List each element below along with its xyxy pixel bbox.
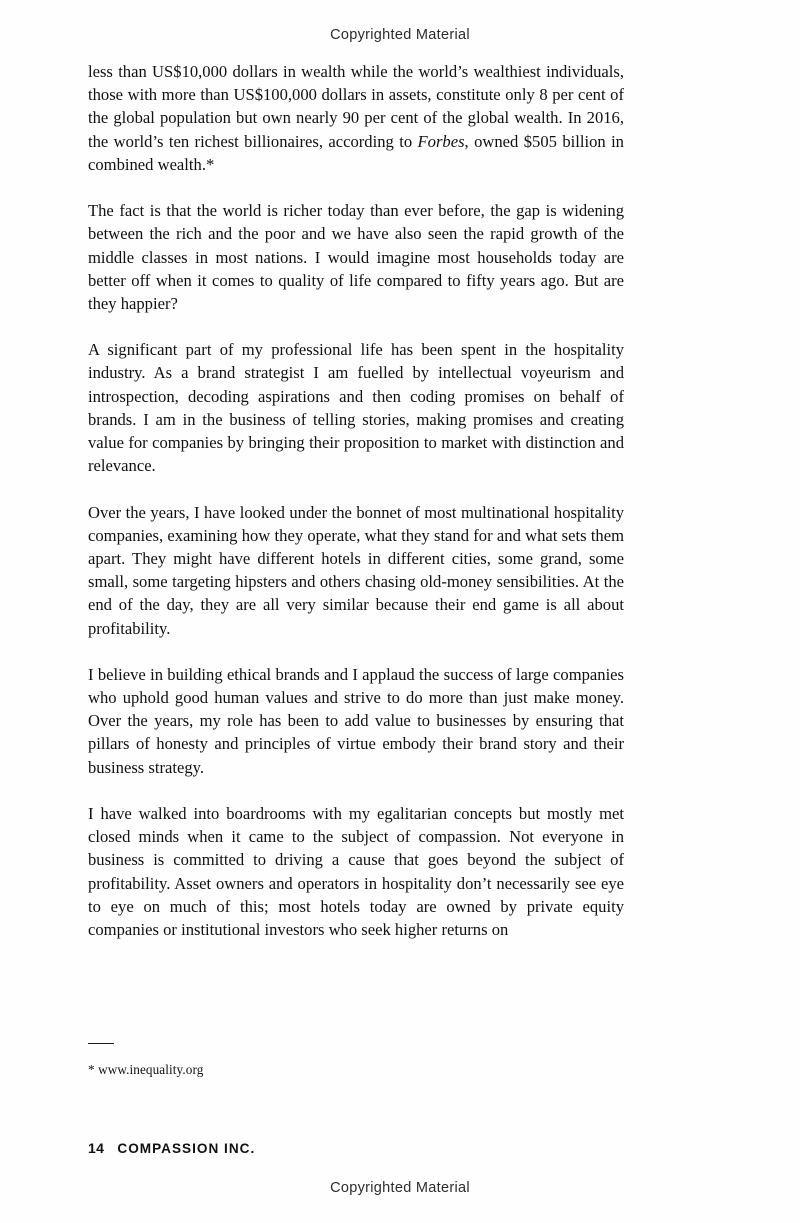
paragraph-1-italic-forbes: Forbes	[417, 131, 465, 151]
paragraph-2: The fact is that the world is richer today than ever before, the gap is widening between the rich and the poor and we have also seen the rapid growth of the middle classes in most nations. I would imagine most households today are better off when it comes to quality of life compared to fifty years ago. But are they happier?	[88, 201, 624, 313]
copyright-watermark-bottom: Copyrighted Material	[330, 1180, 470, 1196]
footnote-area	[88, 1043, 624, 1078]
book-title: COMPASSION INC.	[117, 1141, 256, 1156]
page-number: 14	[88, 1140, 105, 1156]
paragraph-4: Over the years, I have looked under the bonnet of most multinational hospitality companies, examining how they operate, what they stand for and what sets them apart. They might have different hotels in different cities, some grand, some small, some targeting hipsters and others chasing old-money sensibilities. At the end of the day, they are all very similar because their end game is all about profitability.	[88, 502, 624, 638]
paragraph-1-part-after-italic: , owned $505 billion in combined wealth.*	[88, 131, 624, 174]
footnote-separator-rule	[88, 1043, 114, 1044]
copyright-watermark-top: Copyrighted Material	[330, 27, 470, 43]
paragraph-5: I believe in building ethical brands and I applaud the success of large companies who uphold good human values and strive to do more than just make money. Over the years, my role has been to add value to businesses by ensuring that pillars of honesty and principles of virtue embody their brand story and their business strategy.	[88, 664, 624, 777]
page-footer-folio	[88, 1140, 255, 1156]
paragraph-1-part-before-italic: less than US$10,000 dollars in wealth while the world’s wealthiest individuals, those with more than US$100,000 dollars in assets, constitute only 8 per cent of the global population but own nearly 90 per cent of the global wealth. In 2016, the world’s ten richest billionaires, according to	[88, 62, 624, 151]
footnote-text: * www.inequality.org	[88, 1062, 204, 1077]
page-body-text	[88, 60, 624, 941]
paragraph-6: I have walked into boardrooms with my egalitarian concepts but mostly met closed minds when it came to the subject of compassion. Not everyone in business is committed to driving a cause that goes beyond the subject of profitability. Asset owners and operators in hospitality don’t necessarily see eye to eye on much of this; most hotels today are owned by private equity companies or institutional investors who seek higher returns on	[88, 803, 624, 939]
paragraph-1	[88, 60, 624, 176]
paragraph-3: A significant part of my professional life has been spent in the hospitality industry. As a brand strategist I am fuelled by intellectual voyeurism and introspection, decoding aspirations and then coding promises on behalf of brands. I am in the business of telling stories, making promises and creating value for companies by bringing their proposition to market with distinction and relevance.	[88, 340, 624, 476]
